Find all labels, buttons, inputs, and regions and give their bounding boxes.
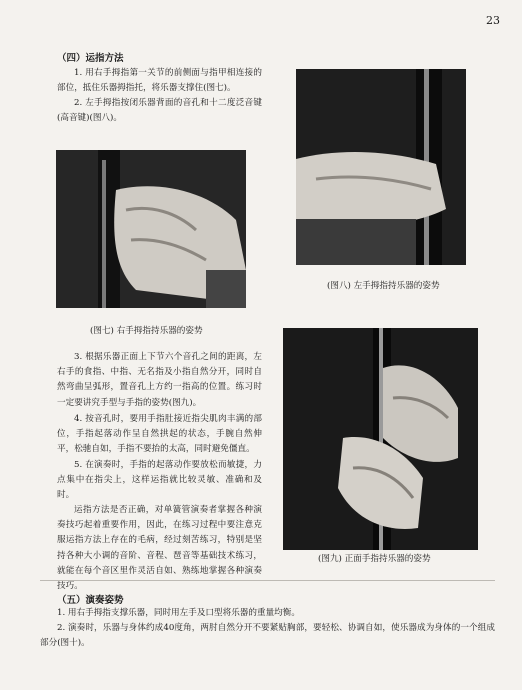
- page-number: 23: [486, 14, 500, 27]
- section-4-paragraph-5: 5. 在演奏时，手指的起落动作要放松而敏捷，力点集中在指尖上，这样运指就比较灵敏、准确和及时。: [57, 460, 262, 501]
- section-5-paragraph-2: 2. 演奏时，乐器与身体约成40度角，两肘自然分开不要紧贴胸部，要轻松、协调自如，使乐器成为身体的一个组成部分(图十)。: [40, 623, 495, 649]
- section-4-paragraph-3: 3. 根据乐器正面上下节六个音孔之间的距离，左右手的食指、中指、无名指及小指自然分开，同时自然弯曲呈弧形，置音孔上方约一指高的位置。练习时一定要讲究手型与手指的姿势(图九)。: [57, 352, 262, 408]
- figure-9-caption: (图九) 正面手指持乐器的姿势: [318, 554, 431, 564]
- figure-9-photo: [283, 328, 478, 550]
- section-5-heading: （五）演奏姿势: [57, 595, 124, 606]
- section-4-paragraph-6: 运指方法是否正确，对单簧管演奏者掌握各种演奏技巧起着重要作用，因此，在练习过程中要注意克服运指方法上存在的毛病，经过刻苦练习，特别是坚持各种大小调的音阶、音程、琶音等基础技术练习，就能在每个音区里作灵活自如、熟练地掌握各种演奏技巧。: [57, 505, 262, 592]
- section-4-paragraph-1: 1. 用右手拇指第一关节的前侧面与指甲相连接的部位，抵住乐器拇指托，将乐器支撑住(图七)。: [57, 68, 262, 94]
- section-divider: [40, 580, 495, 581]
- section-5-paragraph-1: 1. 用右手拇指支撑乐器，同时用左手及口型将乐器的重量均衡。: [57, 608, 300, 618]
- figure-7-image: [56, 150, 246, 308]
- figure-8-photo: [296, 69, 466, 265]
- figure-8-caption: (图八) 左手拇指持乐器的姿势: [327, 281, 440, 291]
- figure-9-image: [283, 328, 478, 550]
- figure-7-photo: [56, 150, 246, 308]
- section-4-paragraph-2: 2. 左手拇指按闭乐器背面的音孔和十二度泛音键(高音键)(图八)。: [57, 98, 262, 124]
- figure-7-caption: (图七) 右手拇指持乐器的姿势: [90, 326, 203, 336]
- section-4-paragraph-4: 4. 按音孔时，要用手指肚接近指尖肌肉丰满的部位，手指起落动作呈自然拱起的状态，手腕自然伸平，松驰自如，手指不要抬的太高，同时避免僵直。: [57, 414, 262, 455]
- figure-8-image: [296, 69, 466, 265]
- section-4-heading: （四）运指方法: [57, 53, 124, 64]
